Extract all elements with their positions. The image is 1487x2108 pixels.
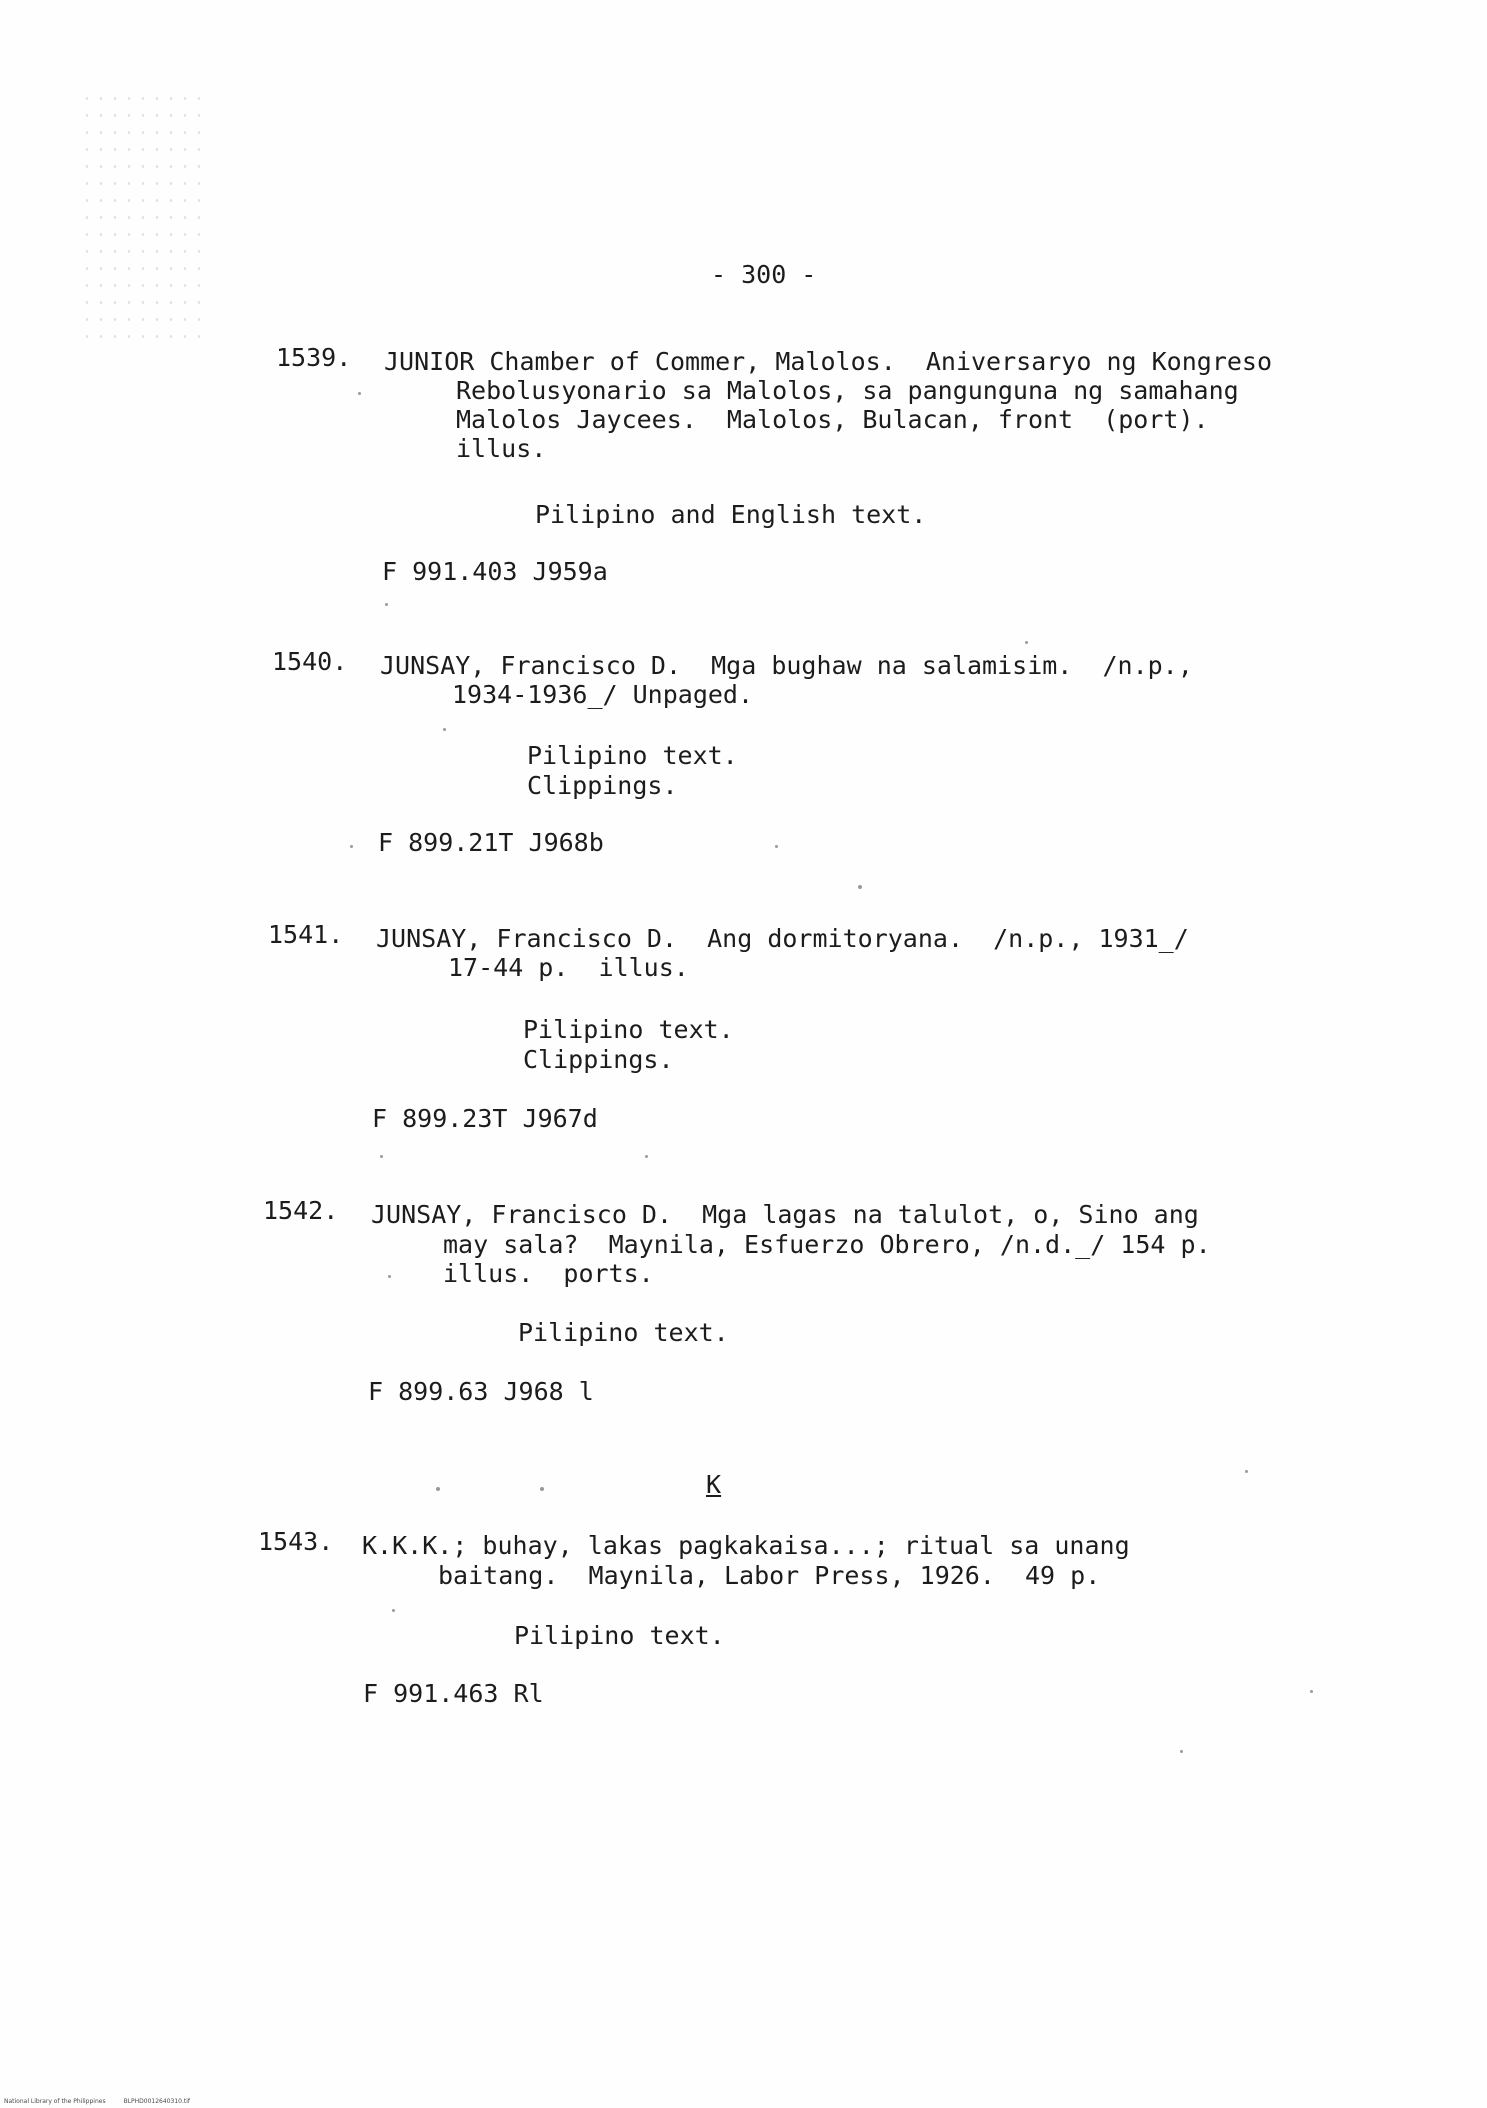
scan-speck bbox=[1245, 1470, 1248, 1473]
footer-library: National Library of the Philippines bbox=[4, 2098, 106, 2105]
entry-number: 1541. bbox=[268, 920, 344, 949]
scan-speck bbox=[380, 1155, 383, 1158]
scan-speck bbox=[385, 603, 388, 606]
entry-number: 1543. bbox=[258, 1527, 334, 1556]
scan-speck bbox=[350, 845, 353, 848]
scan-speck bbox=[392, 1609, 395, 1612]
call-number: F 899.23T J967d bbox=[372, 1104, 598, 1133]
scan-noise bbox=[80, 90, 200, 350]
scan-speck bbox=[540, 1487, 544, 1491]
page-number: - 300 - bbox=[711, 260, 817, 289]
entry-note: Pilipino text. bbox=[518, 1318, 729, 1347]
entry-line: illus. ports. bbox=[443, 1259, 654, 1288]
scan-speck bbox=[1180, 1750, 1183, 1753]
entry-line: Rebolusyonario sa Malolos, sa pangunguna ng samahang bbox=[456, 376, 1239, 405]
entry-number: 1542. bbox=[263, 1196, 339, 1225]
entry-line: JUNSAY, Francisco D. Mga bughaw na salamisim. /n.p., bbox=[380, 651, 1193, 680]
call-number: F 991.463 Rl bbox=[363, 1679, 544, 1708]
scan-speck bbox=[858, 885, 862, 889]
scan-speck bbox=[645, 1155, 648, 1158]
entry-note: Pilipino text. bbox=[523, 1015, 734, 1044]
scan-speck bbox=[436, 1487, 440, 1491]
call-number: F 899.21T J968b bbox=[378, 828, 604, 857]
scan-speck bbox=[1310, 1690, 1313, 1693]
footer-file-id: BLPHD0012640310.tif bbox=[123, 2098, 190, 2105]
entry-line: K.K.K.; buhay, lakas pagkakaisa...; ritual sa unang bbox=[362, 1531, 1130, 1560]
entry-line: 1934-1936_/ Unpaged. bbox=[452, 680, 754, 709]
scan-speck bbox=[1025, 641, 1028, 644]
scan-speck bbox=[443, 728, 446, 731]
entry-line: JUNIOR Chamber of Commer, Malolos. Aniversaryo ng Kongreso bbox=[384, 347, 1273, 376]
call-number: F 899.63 J968 l bbox=[368, 1377, 594, 1406]
entry-line: JUNSAY, Francisco D. Mga lagas na talulot, o, Sino ang bbox=[371, 1200, 1199, 1229]
scan-speck bbox=[775, 845, 778, 848]
section-heading: K bbox=[706, 1470, 722, 1499]
entry-line: JUNSAY, Francisco D. Ang dormitoryana. /n.p., 1931_/ bbox=[376, 924, 1189, 953]
entry-line: may sala? Maynila, Esfuerzo Obrero, /n.d._/ 154 p. bbox=[443, 1230, 1211, 1259]
entry-note: Pilipino text. bbox=[514, 1621, 725, 1650]
entry-note: Clippings. bbox=[523, 1045, 674, 1074]
scan-speck bbox=[388, 1275, 391, 1278]
entry-number: 1540. bbox=[272, 647, 348, 676]
entry-note: Clippings. bbox=[527, 771, 678, 800]
entry-line: baitang. Maynila, Labor Press, 1926. 49 p. bbox=[438, 1561, 1101, 1590]
entry-number: 1539. bbox=[276, 343, 352, 372]
entry-line: Malolos Jaycees. Malolos, Bulacan, front (port). bbox=[456, 405, 1209, 434]
scan-footer bbox=[4, 2098, 208, 2106]
scan-speck bbox=[358, 392, 361, 395]
entry-line: illus. bbox=[456, 434, 547, 463]
call-number: F 991.403 J959a bbox=[382, 557, 608, 586]
entry-note: Pilipino and English text. bbox=[535, 500, 927, 529]
entry-line: 17-44 p. illus. bbox=[448, 953, 689, 982]
entry-note: Pilipino text. bbox=[527, 741, 738, 770]
